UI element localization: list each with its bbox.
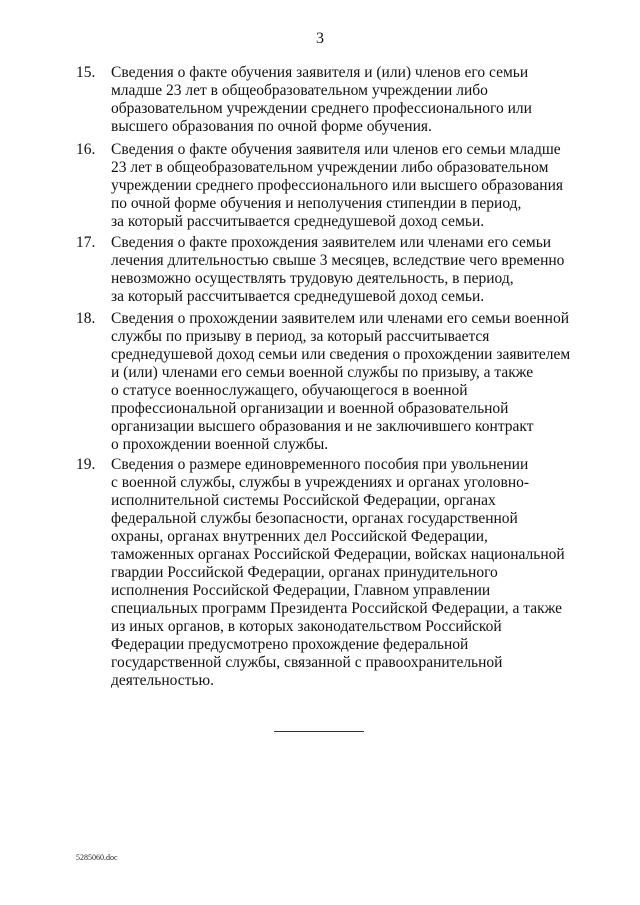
item-number: 18. [76,310,96,327]
text-line: охраны, органах внутренних дел Российской Федерации, [111,528,488,545]
end-divider [274,731,364,732]
text-line: службы по призыву в период, за который рассчитывается [111,328,490,345]
item-text [111,310,581,454]
item-number: 19. [76,456,96,473]
text-line: высшего образования по очной форме обучения. [111,118,432,135]
text-line: государственной службы, связанной с правоохранительной [111,654,503,671]
item-number: 16. [76,141,96,158]
text-line: младше 23 лет в общеобразовательном учреждении либо [111,82,488,99]
text-line: Сведения о размере единовременного пособия при увольнении [111,456,529,473]
text-line: специальных программ Президента Российской Федерации, а также [111,600,563,617]
text-line: за который рассчитывается среднедушевой доход семьи. [111,213,485,230]
text-line: профессиональной организации и военной образовательной [111,400,509,417]
text-line: лечения длительностью свыше 3 месяцев, вследствие чего временно [111,252,565,269]
text-line: Федерации предусмотрено прохождение федеральной [111,636,469,653]
text-line: с военной службы, службы в учреждениях и органах уголовно- [111,474,530,491]
file-name: 5285060.doc [76,853,118,862]
text-line: исполнения Российской Федерации, Главном управлении [111,582,491,599]
item-number: 15. [76,64,96,81]
text-line: невозможно осуществлять трудовую деятельность, в период, [111,270,514,287]
item-text [111,234,581,306]
text-line: гвардии Российской Федерации, органах принудительного [111,564,498,581]
text-line: за который рассчитывается среднедушевой доход семьи. [111,288,485,305]
text-line: таможенных органах Российской Федерации, войсках национальной [111,546,565,563]
item-text [111,64,581,136]
text-line: о прохождении военной службы. [111,436,329,453]
text-line: деятельностью. [111,672,214,689]
text-line: среднедушевой доход семьи или сведения о прохождении заявителем [111,346,571,363]
text-line: образовательном учреждении среднего профессионального или [111,100,532,117]
text-line: Сведения о факте прохождения заявителем или членами его семьи [111,234,552,251]
item-number: 17. [76,234,96,251]
text-line: о статусе военнослужащего, обучающегося в военной [111,382,468,399]
item-text [111,141,581,231]
text-line: 23 лет в общеобразовательном учреждении либо образовательном [111,159,549,176]
text-line: Сведения о прохождении заявителем или членами его семьи военной [111,310,569,327]
text-line: из иных органов, в которых законодательством Российской [111,618,502,635]
text-line: учреждении среднего профессионального или высшего образования [111,177,564,194]
text-line: исполнительной системы Российской Федерации, органах [111,492,496,509]
text-line: Сведения о факте обучения заявителя и (или) членов его семьи [111,64,529,81]
text-line: и (или) членами его семьи военной службы по призыву, а также [111,364,534,381]
text-line: по очной форме обучения и неполучения стипендии в период, [111,195,522,212]
page-number: 3 [316,30,324,47]
text-line: Сведения о факте обучения заявителя или членов его семьи младше [111,141,561,158]
text-line: организации высшего образования и не заключившего контракт [111,418,534,435]
item-text [111,456,581,690]
text-line: федеральной службы безопасности, органах государственной [111,510,518,527]
